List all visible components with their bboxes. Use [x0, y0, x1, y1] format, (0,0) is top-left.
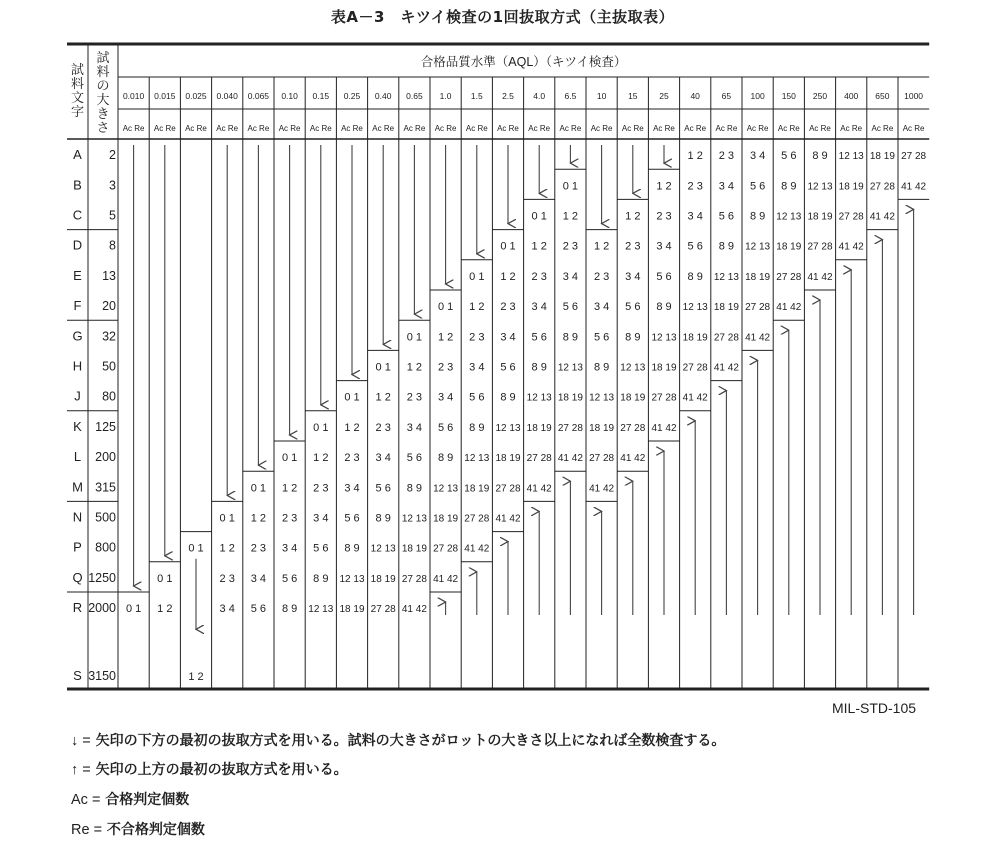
- aql-level-label: 0.065: [247, 91, 270, 101]
- acre-value: 41 42: [433, 573, 459, 585]
- acre-value: 5 6: [500, 361, 516, 374]
- acre-value: 2 3: [281, 512, 298, 525]
- acre-value: 27 28: [401, 573, 427, 585]
- acre-value: 12 13: [745, 241, 771, 253]
- acre-value: 0 1: [406, 331, 423, 344]
- legend-label: Ac =: [71, 792, 101, 808]
- sample-size: 200: [95, 450, 116, 465]
- acre-value: 12 13: [339, 573, 365, 585]
- acre-value: 12 13: [464, 453, 490, 465]
- acre-header: Ac Re: [621, 124, 644, 133]
- acre-value: 27 28: [370, 604, 396, 616]
- acre-header: Ac Re: [403, 124, 426, 133]
- acre-value: 8 9: [406, 482, 423, 495]
- aql-level-label: 400: [844, 91, 859, 101]
- code-letter: C: [72, 207, 83, 223]
- acre-value: 27 28: [651, 392, 677, 404]
- acre-value: 27 28: [620, 422, 646, 434]
- acre-value: 2 3: [531, 270, 547, 283]
- legend-down-arrow: [71, 730, 725, 750]
- acre-value: 3 4: [344, 482, 360, 495]
- acre-value: 18 19: [713, 302, 739, 314]
- acre-value: 1 2: [469, 301, 485, 314]
- acre-value: 1 2: [157, 603, 173, 616]
- aql-level-label: 250: [812, 91, 828, 101]
- acre-value: 1 2: [281, 482, 298, 495]
- acre-value: 2 3: [313, 482, 329, 495]
- acre-value: 0 1: [157, 572, 173, 585]
- acre-value: 3 4: [749, 150, 766, 163]
- legend-text: 合格判定個数: [105, 792, 190, 808]
- acre-value: 12 13: [401, 513, 427, 525]
- acre-value: 27 28: [589, 453, 615, 465]
- acre-value: 27 28: [807, 241, 833, 253]
- acre-value: 2 3: [718, 150, 735, 163]
- acre-header: Ac Re: [715, 124, 738, 133]
- acre-value: 8 9: [313, 572, 329, 585]
- aql-level-label: 40: [690, 91, 700, 101]
- acre-value: 1 2: [531, 240, 547, 253]
- acre-value: 3 4: [406, 421, 423, 434]
- acre-value: 12 13: [620, 362, 646, 374]
- aql-level-label: 1.0: [439, 91, 452, 101]
- acre-value: 3 4: [687, 210, 703, 223]
- acre-value: 8 9: [687, 270, 703, 283]
- acre-value: 5 6: [406, 452, 423, 465]
- acre-value: 1 2: [313, 452, 329, 465]
- acre-value: 41 42: [495, 513, 521, 525]
- acre-value: 41 42: [464, 543, 490, 555]
- sample-size: 13: [102, 268, 116, 283]
- acre-value: 1 2: [406, 361, 423, 374]
- acre-value: 18 19: [433, 513, 459, 525]
- acre-value: 3 4: [250, 572, 267, 585]
- aql-level-label: 0.40: [374, 91, 392, 101]
- aql-level-label: 650: [875, 91, 890, 101]
- acre-value: 27 28: [495, 483, 521, 495]
- acre-value: 12 13: [651, 332, 677, 344]
- legend-text: 矢印の上方の最初の抜取方式を用いる。: [95, 762, 348, 778]
- acre-header: Ac Re: [902, 124, 925, 133]
- acre-value: 8 9: [469, 421, 485, 434]
- acre-value: 0 1: [219, 512, 235, 525]
- code-letter: D: [72, 237, 83, 253]
- acre-value: 27 28: [433, 543, 459, 555]
- code-letter-header-char: 試: [70, 62, 85, 77]
- acre-value: 8 9: [562, 331, 579, 344]
- acre-value: 41 42: [620, 453, 646, 465]
- acre-value: 12 13: [713, 271, 739, 283]
- sample-size-header-char: の: [96, 78, 110, 93]
- code-letter: G: [72, 328, 83, 344]
- aql-level-label: 4.0: [533, 91, 546, 101]
- acre-value: 3 4: [562, 270, 579, 283]
- acre-value: 8 9: [781, 180, 797, 193]
- acre-value: 18 19: [620, 392, 646, 404]
- sample-size: 5: [109, 208, 116, 223]
- acre-value: 5 6: [687, 240, 703, 253]
- acre-value: 41 42: [713, 362, 739, 374]
- acre-value: 18 19: [370, 573, 396, 585]
- sample-size-header-char: 試: [96, 50, 110, 65]
- sample-size-header-char: さ: [96, 120, 110, 135]
- code-letter-header-char: 文: [70, 90, 85, 105]
- legend-label: ↓ =: [71, 733, 91, 749]
- acre-value: 27 28: [526, 453, 552, 465]
- acre-value: 3 4: [313, 512, 329, 525]
- aql-level-label: 0.15: [312, 91, 330, 101]
- acre-value: 12 13: [776, 211, 802, 223]
- acre-value: 12 13: [838, 151, 864, 163]
- acre-value: 0 1: [500, 240, 516, 253]
- acre-value: 2 3: [375, 421, 391, 434]
- code-letter: S: [73, 668, 82, 683]
- legend-ac: [71, 789, 189, 809]
- acre-value: 1 2: [687, 150, 703, 163]
- acre-value: 27 28: [869, 181, 895, 193]
- acre-value: 27 28: [901, 151, 927, 163]
- acre-value: 18 19: [495, 453, 521, 465]
- legend-label: Re =: [71, 822, 103, 838]
- acre-value: 41 42: [557, 453, 583, 465]
- code-letter: Q: [72, 569, 83, 585]
- legend-text: 矢印の下方の最初の抜取方式を用いる。試料の大きさがロットの大きさ以上になれば全数検査する。: [95, 733, 726, 749]
- aql-header: 合格品質水準（AQL）（キツイ検査）: [420, 55, 627, 69]
- acre-header: Ac Re: [528, 124, 551, 133]
- acre-value: 3 4: [219, 603, 235, 616]
- code-letter: L: [73, 449, 82, 465]
- acre-header: Ac Re: [372, 124, 395, 133]
- acre-value: 8 9: [344, 542, 360, 555]
- acre-header: Ac Re: [777, 124, 800, 133]
- sample-size: 32: [102, 329, 116, 344]
- code-letter: E: [73, 267, 82, 283]
- acre-value: 12 13: [433, 483, 459, 495]
- aql-level-label: 0.25: [343, 91, 361, 101]
- acre-value: 8 9: [593, 361, 610, 374]
- aql-level-label: 0.10: [281, 91, 298, 101]
- acre-value: 27 28: [838, 211, 864, 223]
- acre-value: 41 42: [776, 302, 802, 314]
- acre-value: 18 19: [401, 543, 427, 555]
- acre-value: 3 4: [375, 452, 391, 465]
- acre-value: 18 19: [557, 392, 583, 404]
- aql-level-label: 10: [596, 91, 607, 101]
- acre-value: 1 2: [437, 331, 454, 344]
- acre-value: 27 28: [557, 422, 583, 434]
- acre-header: Ac Re: [809, 124, 831, 133]
- acre-value: 5 6: [313, 542, 329, 555]
- legend-re: [71, 819, 205, 839]
- acre-value: 41 42: [682, 392, 708, 404]
- code-letter: B: [73, 177, 82, 193]
- sample-size-header-char: 大: [96, 92, 110, 107]
- sample-size: 3150: [88, 669, 116, 683]
- acre-value: 2 3: [500, 301, 516, 314]
- acre-value: 0 1: [531, 210, 547, 223]
- acre-value: 27 28: [713, 332, 739, 344]
- acre-value: 18 19: [682, 332, 708, 344]
- sample-size: 800: [95, 540, 116, 555]
- acre-value: 18 19: [526, 422, 552, 434]
- acre-value: 41 42: [838, 241, 864, 253]
- acre-header: Ac Re: [434, 124, 457, 133]
- acre-value: 18 19: [869, 151, 895, 163]
- acre-value: 0 1: [188, 542, 204, 555]
- acre-value: 41 42: [589, 483, 615, 495]
- acre-header: Ac Re: [746, 124, 769, 133]
- acre-value: 18 19: [838, 181, 864, 193]
- sample-size: 1250: [88, 570, 116, 585]
- acre-value: 2 3: [562, 240, 579, 253]
- aql-level-label: 0.010: [122, 91, 145, 101]
- aql-level-label: 15: [628, 91, 638, 101]
- sample-size-header-char: 料: [96, 64, 110, 79]
- acre-value: 41 42: [745, 332, 771, 344]
- aql-level-label: 65: [721, 91, 732, 101]
- acre-value: 5 6: [469, 391, 485, 404]
- code-letter: K: [73, 418, 82, 434]
- acre-value: 2 3: [625, 240, 641, 253]
- acre-value: 18 19: [807, 211, 833, 223]
- acre-value: 1 2: [500, 270, 516, 283]
- acre-value: 0 1: [125, 603, 142, 616]
- aql-level-label: 0.015: [154, 91, 176, 101]
- acre-header: Ac Re: [684, 124, 707, 133]
- acre-value: 18 19: [339, 604, 365, 616]
- acre-value: 12 13: [682, 302, 708, 314]
- acre-value: 27 28: [464, 513, 490, 525]
- code-letter: F: [73, 298, 82, 314]
- acre-value: 3 4: [281, 542, 298, 555]
- acre-value: 0 1: [562, 180, 579, 193]
- acre-value: 5 6: [531, 331, 547, 344]
- acre-value: 5 6: [250, 603, 267, 616]
- acre-value: 1 2: [344, 421, 360, 434]
- aql-level-label: 0.025: [185, 91, 207, 101]
- acre-value: 3 4: [593, 301, 610, 314]
- acre-value: 0 1: [375, 361, 391, 374]
- acre-value: 2 3: [656, 210, 672, 223]
- acre-value: 12 13: [807, 181, 833, 193]
- acre-header: Ac Re: [590, 124, 613, 133]
- acre-value: 2 3: [469, 331, 485, 344]
- code-letter: H: [72, 358, 83, 374]
- acre-value: 41 42: [901, 181, 927, 193]
- acre-value: 8 9: [281, 603, 298, 616]
- acre-value: 8 9: [812, 150, 828, 163]
- acre-value: 41 42: [526, 483, 552, 495]
- acre-value: 12 13: [526, 392, 552, 404]
- source-label: MIL-STD-105: [832, 700, 917, 716]
- sample-size: 3: [109, 178, 116, 193]
- acre-value: 1 2: [625, 210, 641, 223]
- aql-level-label: 0.040: [216, 91, 238, 101]
- acre-value: 2 3: [406, 391, 423, 404]
- acre-value: 2 3: [437, 361, 454, 374]
- legend-label: ↑ =: [71, 762, 91, 778]
- acre-value: 3 4: [656, 240, 672, 253]
- acre-value: 1 2: [562, 210, 579, 223]
- acre-value: 8 9: [749, 210, 766, 223]
- acre-value: 5 6: [593, 331, 610, 344]
- acre-value: 8 9: [656, 301, 672, 314]
- acre-value: 8 9: [625, 331, 641, 344]
- acre-value: 0 1: [437, 301, 454, 314]
- sample-size: 315: [95, 480, 116, 495]
- acre-value: 1 2: [375, 391, 391, 404]
- acre-header: Ac Re: [559, 124, 582, 133]
- acre-value: 2 3: [250, 542, 267, 555]
- sample-size: 500: [95, 510, 116, 525]
- sample-size: 80: [102, 389, 116, 404]
- acre-header: Ac Re: [153, 124, 176, 133]
- code-letter: R: [72, 600, 83, 616]
- sample-size: 2: [109, 148, 116, 163]
- acre-value: 1 2: [250, 512, 267, 525]
- legend-text: 不合格判定個数: [106, 822, 205, 838]
- acre-value: 0 1: [469, 270, 485, 283]
- acre-value: 0 1: [250, 482, 267, 495]
- acre-value: 41 42: [807, 271, 833, 283]
- acre-header: Ac Re: [185, 124, 207, 133]
- acre-value: 5 6: [281, 572, 298, 585]
- acre-value: 3 4: [500, 331, 516, 344]
- sample-size: 8: [109, 238, 116, 253]
- aql-level-label: 100: [750, 91, 765, 101]
- acre-value: 18 19: [589, 422, 615, 434]
- code-letter: M: [72, 479, 83, 495]
- acre-header: Ac Re: [497, 124, 519, 133]
- acre-value: 5 6: [437, 421, 454, 434]
- code-letter: J: [74, 388, 81, 404]
- acre-value: 0 1: [344, 391, 360, 404]
- acre-value: 41 42: [401, 604, 427, 616]
- acre-value: 8 9: [531, 361, 547, 374]
- acre-value: 5 6: [718, 210, 735, 223]
- acre-value: 3 4: [718, 180, 735, 193]
- acre-value: 1 2: [593, 240, 610, 253]
- acre-value: 0 1: [313, 421, 329, 434]
- acre-value: 3 4: [469, 361, 485, 374]
- sample-size: 125: [95, 419, 116, 434]
- acre-value: 0 1: [281, 452, 298, 465]
- acre-value: 27 28: [745, 302, 771, 314]
- acre-value: 2 3: [593, 270, 610, 283]
- acre-value: 12 13: [589, 392, 615, 404]
- aql-level-label: 25: [659, 91, 669, 101]
- acre-value: 5 6: [749, 180, 766, 193]
- acre-header: Ac Re: [247, 124, 270, 133]
- acre-header: Ac Re: [871, 124, 894, 133]
- legend-up-arrow: [71, 759, 348, 779]
- acre-value: 12 13: [557, 362, 583, 374]
- acre-value: 8 9: [500, 391, 516, 404]
- acre-value: 18 19: [745, 271, 771, 283]
- aql-level-label: 0.65: [406, 91, 423, 101]
- acre-header: Ac Re: [465, 124, 488, 133]
- acre-value: 5 6: [656, 270, 672, 283]
- sample-size-header-char: き: [96, 106, 110, 121]
- code-letter-header-char: 料: [70, 76, 85, 91]
- acre-value: 12 13: [308, 604, 334, 616]
- acre-header: Ac Re: [122, 124, 145, 133]
- acre-value: 41 42: [869, 211, 895, 223]
- acre-value: 3 4: [437, 391, 454, 404]
- acre-value: 8 9: [375, 512, 391, 525]
- aql-level-label: 1.5: [470, 91, 483, 101]
- acre-value: 18 19: [651, 362, 677, 374]
- acre-value: 2 3: [687, 180, 703, 193]
- acre-value: 5 6: [781, 150, 797, 163]
- table-title: 表A－3 キツイ検査の1回抜取方式（主抜取表）: [330, 8, 675, 26]
- acre-value: 2 3: [219, 572, 235, 585]
- aql-level-label: 2.5: [502, 91, 514, 101]
- aql-level-label: 6.5: [564, 91, 577, 101]
- acre-value: 12 13: [370, 543, 396, 555]
- acre-value: 5 6: [344, 512, 360, 525]
- acre-header: Ac Re: [278, 124, 301, 133]
- acre-value: 8 9: [437, 452, 454, 465]
- sample-size: 20: [102, 299, 116, 314]
- acre-value: 5 6: [625, 301, 641, 314]
- acre-value: 27 28: [776, 271, 802, 283]
- code-letter: P: [73, 539, 82, 555]
- acre-value: 18 19: [464, 483, 490, 495]
- sample-size: 50: [102, 359, 116, 374]
- acre-header: Ac Re: [840, 124, 863, 133]
- acre-header: Ac Re: [309, 124, 332, 133]
- acre-header: Ac Re: [216, 124, 239, 133]
- acre-value: 2 3: [344, 452, 360, 465]
- acre-value: 1 2: [219, 542, 235, 555]
- acre-value: 41 42: [651, 422, 677, 434]
- sample-size: 2000: [88, 601, 116, 616]
- acre-value: 1 2: [656, 180, 672, 193]
- acre-value: 8 9: [718, 240, 735, 253]
- acre-value: 3 4: [531, 301, 547, 314]
- acre-header: Ac Re: [653, 124, 675, 133]
- acre-value: 5 6: [375, 482, 391, 495]
- acre-value: 1 2: [188, 671, 204, 683]
- acre-value: 12 13: [495, 422, 521, 434]
- code-letter: N: [72, 509, 83, 525]
- aql-level-label: 150: [781, 91, 796, 101]
- acre-value: 27 28: [682, 362, 708, 374]
- acre-value: 18 19: [776, 241, 802, 253]
- code-letter: A: [73, 147, 82, 163]
- code-letter-header-char: 字: [70, 104, 85, 119]
- acre-header: Ac Re: [341, 124, 363, 133]
- acre-value: 3 4: [625, 270, 641, 283]
- acre-value: 5 6: [562, 301, 579, 314]
- aql-level-label: 1000: [904, 91, 924, 101]
